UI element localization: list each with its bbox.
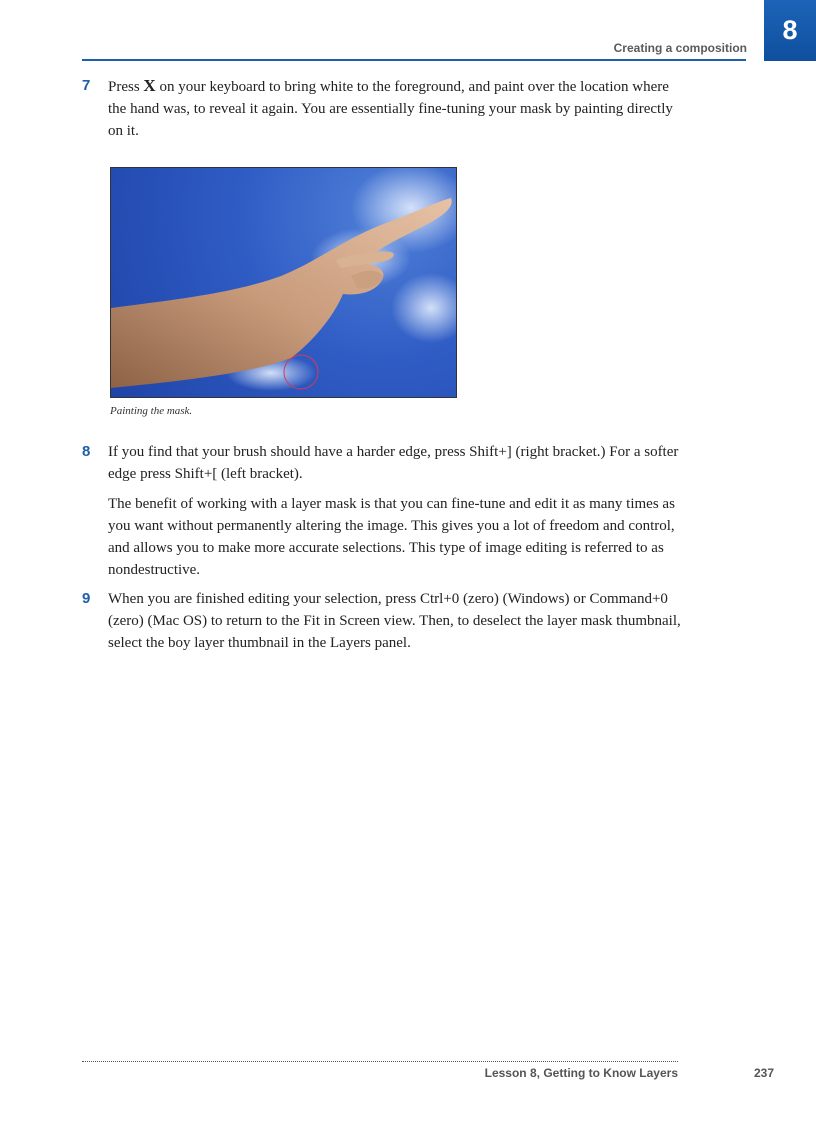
figure-caption: Painting the mask. — [110, 405, 193, 417]
step-number: 7 — [82, 77, 91, 94]
step-number: 8 — [82, 443, 91, 460]
step-7 — [82, 75, 682, 142]
step-paragraph: If you find that your brush should have a harder edge, press Shift+] (right bracket.) For a softer edge press Shift+[ (left bracket). — [108, 444, 679, 482]
text-run: on your keyboard to bring white to the foreground, and paint over the location where the hand was, to reveal it again. You are essentially fine-tuning your mask by painting directly on it. — [108, 79, 673, 139]
step-9 — [82, 588, 682, 654]
key-name: X — [143, 76, 156, 95]
step-text — [108, 75, 682, 142]
step-paragraph — [108, 75, 682, 142]
step-8 — [82, 441, 682, 581]
step-text — [108, 441, 682, 581]
text-run: Press — [108, 79, 144, 95]
footer-rule — [82, 1061, 678, 1062]
footer-lesson-title: Lesson 8, Getting to Know Layers — [484, 1066, 678, 1080]
step-paragraph: When you are finished editing your selection, press Ctrl+0 (zero) (Windows) or Command+0 (zero) (Mac OS) to return to the Fit in Screen view. Then, to deselect the layer mask thumbnail, select the boy layer thumbnail in the Layers panel. — [108, 591, 681, 651]
step-paragraph: The benefit of working with a layer mask is that you can fine-tune and edit it as many times as you want without permanently altering the image. This gives you a lot of freedom and control, and allows you to make more accurate selections. This type of image editing is referred to as nondestructive. — [108, 496, 675, 578]
page-number: 237 — [753, 1066, 774, 1080]
mask-painting-figure — [110, 167, 457, 398]
chapter-tab: 8 — [764, 0, 816, 61]
running-header-title: Creating a composition — [613, 41, 747, 55]
step-number: 9 — [82, 590, 91, 607]
step-text — [108, 588, 682, 654]
header-rule — [82, 59, 746, 61]
hand-photo — [111, 168, 456, 397]
